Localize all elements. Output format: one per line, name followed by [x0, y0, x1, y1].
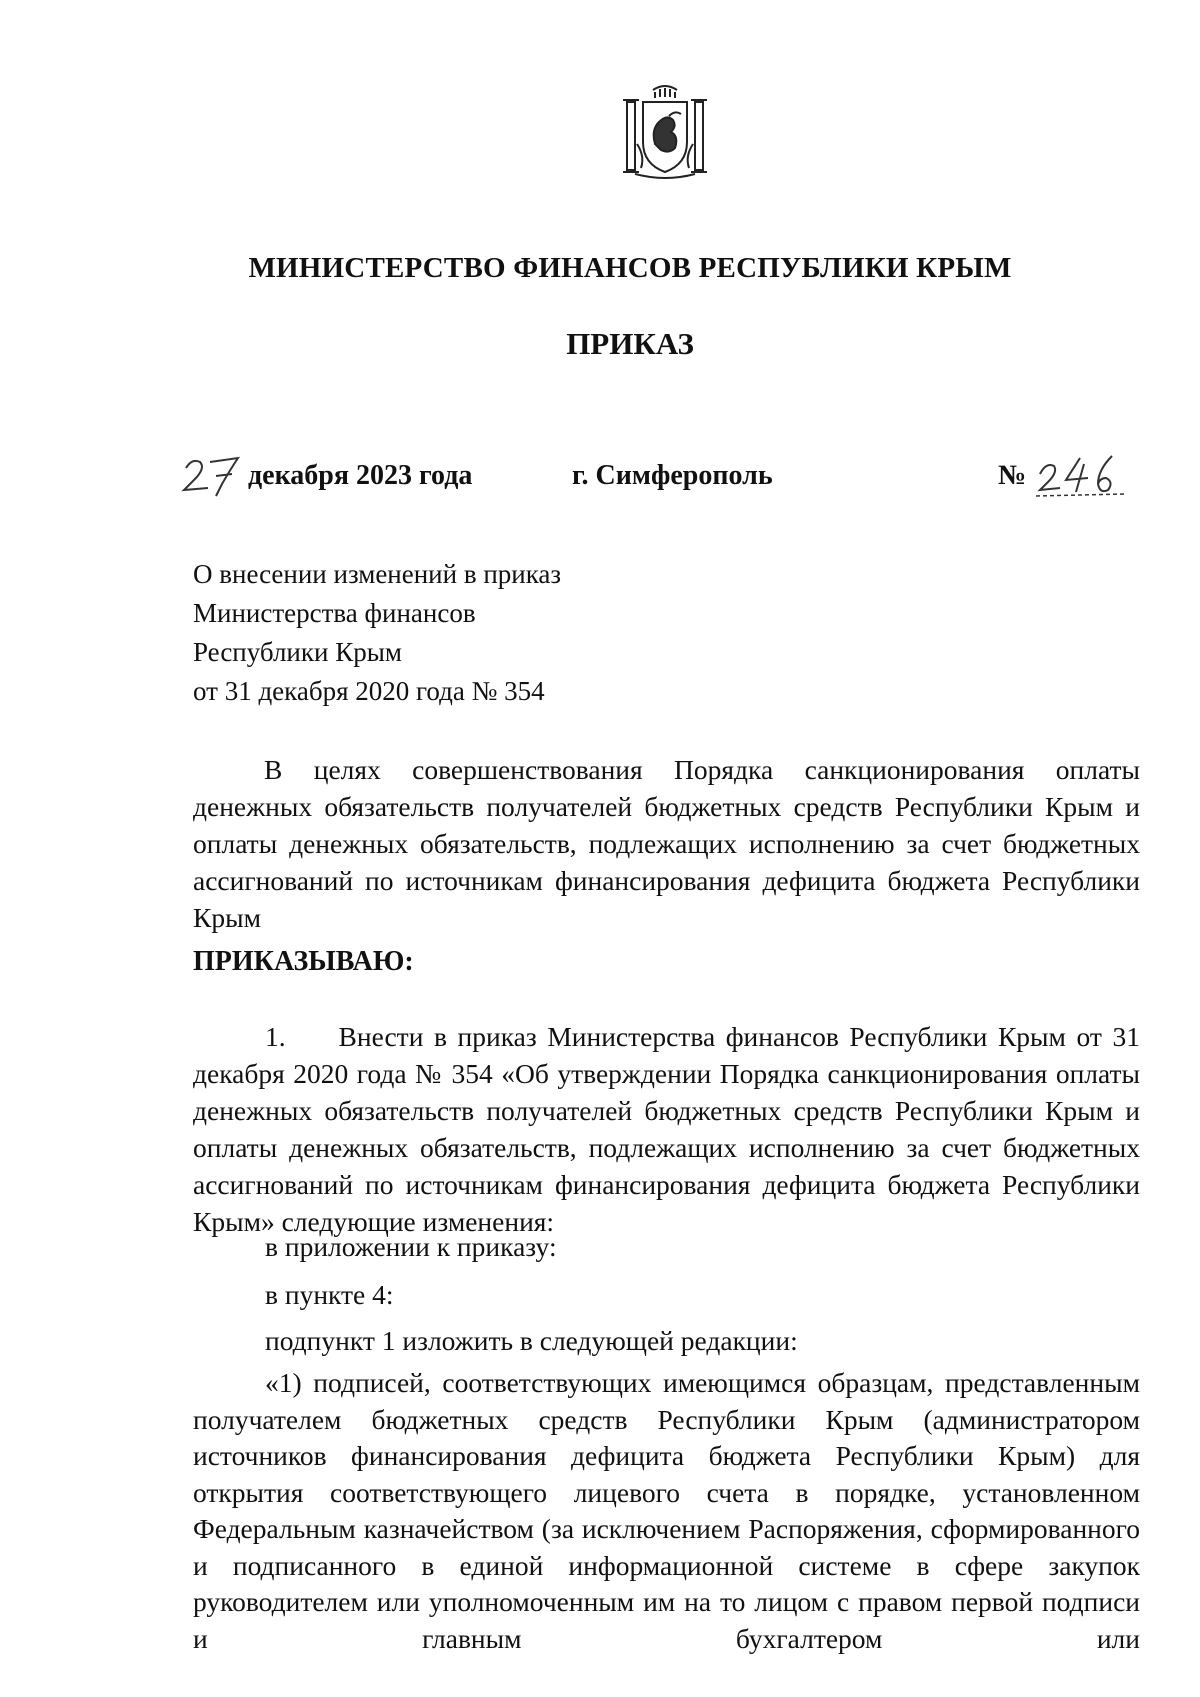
subpoint-line: подпункт 1 изложить в следующей редакции:: [265, 1325, 798, 1356]
preamble-paragraph: В целях совершенствования Порядка санкционирования оплаты денежных обязательств получателей бюджетных средств Республики Крым и оплаты денежных обязательств, подлежащих исполнению за счет бюджетных ассигнований по источникам финансирования дефицита бюджета Республики Крым: [193, 754, 1140, 933]
ministry-title: МИНИСТЕРСТВО ФИНАНСОВ РЕСПУБЛИКИ КРЫМ: [248, 252, 1012, 284]
point-line: в пункте 4:: [265, 1279, 394, 1310]
number-sign: №: [998, 460, 1027, 491]
coat-of-arms-icon: [615, 84, 715, 180]
handwritten-day: [180, 450, 246, 500]
subject-line: Министерства финансов: [193, 598, 476, 628]
subject-line: Республики Крым: [193, 637, 402, 667]
date-place-number-line: [0, 450, 1200, 510]
date-month-year: декабря 2023 года: [248, 460, 473, 491]
subject-line: О внесении изменений в приказ: [193, 559, 562, 589]
document-type-title: ПРИКАЗ: [566, 326, 694, 361]
city: г. Симферополь: [572, 460, 773, 491]
appendix-line: в приложении к приказу:: [265, 1231, 557, 1262]
order-heading: ПРИКАЗЫВАЮ:: [193, 946, 414, 977]
order-subject: [193, 555, 561, 711]
handwritten-number: [1036, 452, 1126, 498]
quoted-subpoint-text: «1) подписей, соответствующих имеющимся образцам, представленным получателем бюджетных средств Республики Крым (администратором источников финансирования дефицита бюджета Республики Крым) для открытия соответствующего лицевого счета в порядке, установленном Федеральным казначейством (за исключением Распоряжения, сформированного и подписанного в единой информационной системе в сфере закупок руководителем или уполномоченным им на то лицом с правом первой подписи и главным бухгалтером или: [193, 1367, 1140, 1654]
subject-line: от 31 декабря 2020 года № 354: [193, 676, 545, 706]
item-1-paragraph: 1. Внести в приказ Министерства финансов Республики Крым от 31 декабря 2020 года № 354 «Об утверждении Порядка санкционирования оплаты денежных обязательств получателей бюджетных средств Республики Крым и оплаты денежных обязательств, подлежащих исполнению за счет бюджетных ассигнований по источникам финансирования дефицита бюджета Республики Крым» следующие изменения:: [193, 1021, 1140, 1237]
